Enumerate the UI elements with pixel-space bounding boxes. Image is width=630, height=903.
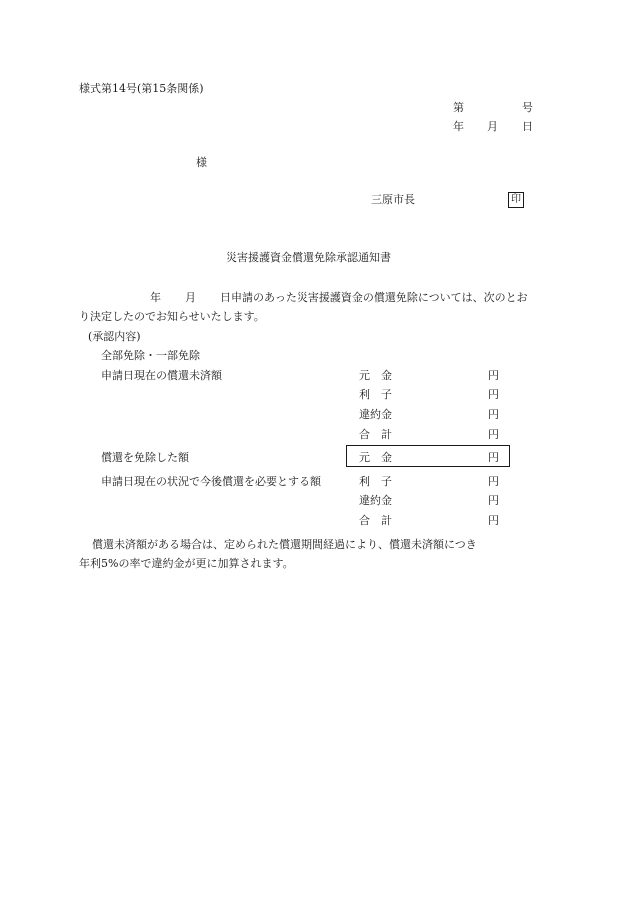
- amount-item: 元 金: [359, 369, 392, 382]
- amount-item: 利 子: [359, 388, 392, 401]
- amount-item: 違約金: [359, 494, 392, 507]
- date-day-label: 日: [522, 120, 533, 133]
- intro-year-label: 年: [150, 291, 161, 304]
- intro-line-1: 日申請のあった災害援護資金の償還免除については、次のとお: [220, 291, 528, 304]
- yen-unit: 円: [488, 388, 499, 401]
- approval-heading: (承認内容): [88, 330, 141, 343]
- amount-item: 合 計: [359, 514, 392, 527]
- notice-line-1: 償還未済額がある場合は、定められた償還期間経過により、償還未済額につき: [92, 538, 477, 551]
- yen-unit: 円: [488, 369, 499, 382]
- issuer-name: 三原市長: [371, 193, 415, 206]
- date-month-label: 月: [487, 120, 498, 133]
- unpaid-balance-label: 申請日現在の償還未済額: [101, 369, 222, 382]
- amount-item: 利 子: [359, 475, 392, 488]
- notice-line-2: 年利5%の率で違約金が更に加算されます。: [79, 557, 294, 570]
- document-title: 災害援護資金償還免除承認通知書: [226, 251, 391, 264]
- date-year-label: 年: [453, 120, 464, 133]
- yen-unit: 円: [488, 428, 499, 441]
- future-repayment-label: 申請日現在の状況で今後償還を必要とする額: [101, 475, 321, 488]
- number-suffix: 号: [522, 101, 533, 114]
- exemption-type: 全部免除・一部免除: [101, 349, 200, 362]
- yen-unit: 円: [488, 408, 499, 421]
- amount-item: 違約金: [359, 408, 392, 421]
- form-id: 様式第14号(第15条関係): [79, 82, 204, 95]
- yen-unit: 円: [488, 451, 499, 464]
- number-prefix: 第: [453, 101, 464, 114]
- yen-unit: 円: [488, 494, 499, 507]
- yen-unit: 円: [488, 475, 499, 488]
- amount-item: 元 金: [359, 451, 392, 464]
- amount-item: 合 計: [359, 428, 392, 441]
- intro-month-label: 月: [185, 291, 196, 304]
- exempted-amount-label: 償還を免除した額: [101, 451, 189, 464]
- yen-unit: 円: [488, 514, 499, 527]
- seal-mark: 印: [508, 192, 524, 208]
- addressee-suffix: 様: [196, 156, 207, 169]
- intro-line-2: り決定したのでお知らせいたします。: [79, 310, 265, 323]
